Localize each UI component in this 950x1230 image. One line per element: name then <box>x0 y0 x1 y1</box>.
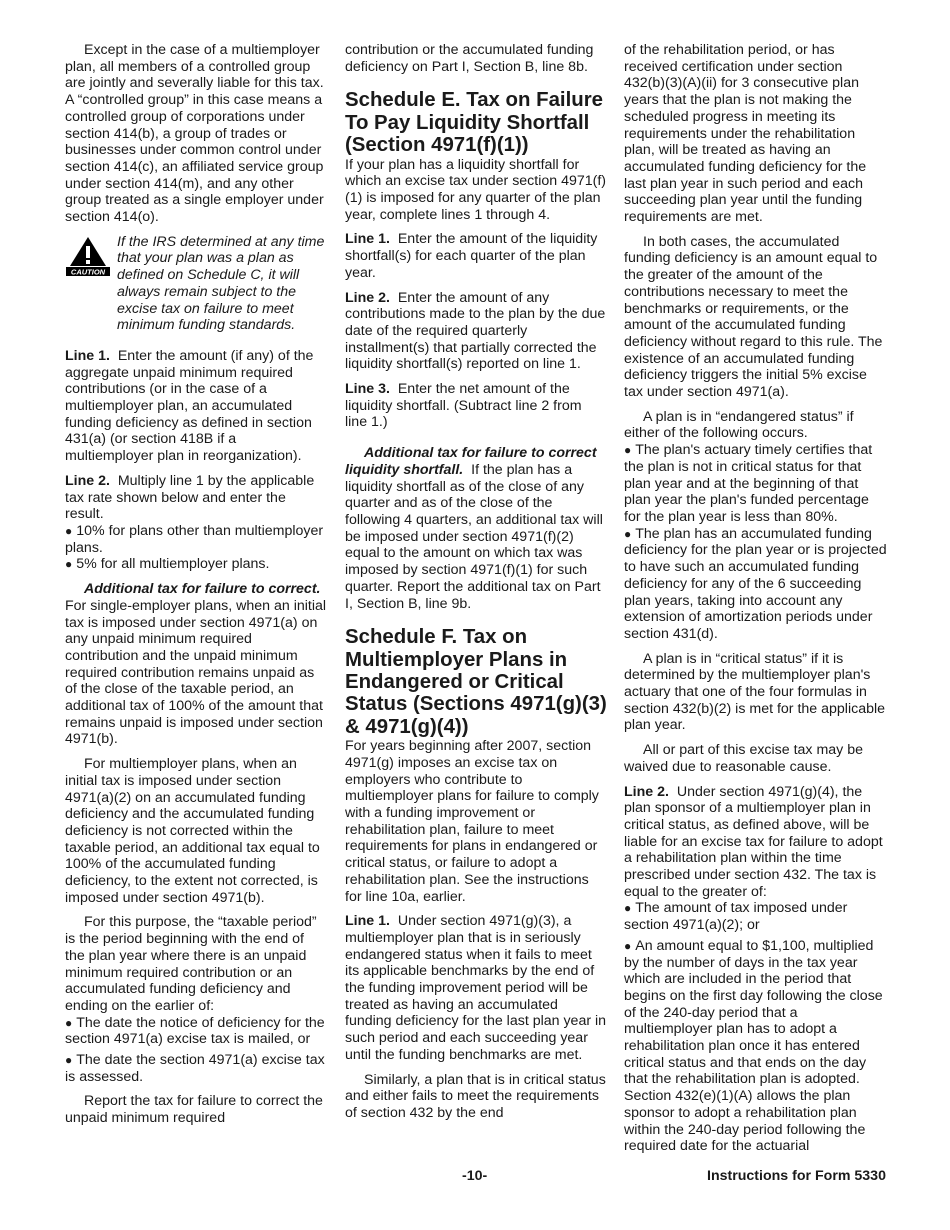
bullet-icon: ● <box>65 1053 73 1068</box>
f-line-1-label: Line 1. <box>345 913 390 930</box>
e-line-2 <box>345 290 607 374</box>
column-1 <box>65 42 327 1135</box>
form-title-footer: Instructions for Form 5330 <box>707 1168 886 1184</box>
f-line-1-text: Under section 4971(g)(3), a multiemployer plan that is in seriously endangered status when it fails to meet its applicable benchmarks by the end of the funding improvement period will be treated as having an accumulated funding deficiency for the last plan year in such period and each succeeding year until the funding benchmarks are met. <box>345 913 607 1063</box>
caution-text: If the IRS determined at any time that your plan was a plan as defined on Schedule C, it will always remain subject to the excise tax on failure to meet minimum funding standards. <box>117 233 325 334</box>
bullet-item <box>624 526 887 643</box>
e-line-1-text: Enter the amount of the liquidity shortfall(s) for each quarter of the plan year. <box>345 231 598 281</box>
bullet-text: The amount of tax imposed under section 4971(a)(2); or <box>624 900 848 934</box>
bullet-icon: ● <box>624 901 632 916</box>
bullet-text: 10% for plans other than multiemployer plans. <box>65 522 324 556</box>
bullet-item <box>65 1052 327 1085</box>
bullet-text: The plan has an accumulated funding deficiency for the plan year or is projected to have such an accumulated funding deficiency for any of the 6 succeeding plan years, taking into account any extension of amortization periods under section 431(d). <box>624 525 887 642</box>
f-line-1 <box>345 913 607 1063</box>
line-1-text: Enter the amount (if any) of the aggregate unpaid minimum required contributions (or in the case of a multiemployer plan, an accumulated funding deficiency as defined in section 431(a) (or section 418B if a multiemployer plan in reorganization). <box>65 347 314 465</box>
e-line-2-label: Line 2. <box>345 289 390 306</box>
caution-note <box>65 234 327 334</box>
column-3 <box>624 42 887 1155</box>
paragraph-both-cases: In both cases, the accumulated funding deficiency is an amount equal to the greater of the amount of the contributions necessary to meet the benchmarks or requirements, or the amount of the accumulated funding deficiency without regard to this rule. The existence of an accumulated funding deficiency triggers the initial 5% excise tax under section 4971(a). <box>624 233 883 401</box>
paragraph-endangered: A plan is in “endangered status” if either of the following occurs. <box>624 408 854 442</box>
bullet-item <box>624 442 887 526</box>
e-line-3-text: Enter the net amount of the liquidity shortfall. (Subtract line 2 from line 1.) <box>345 381 582 431</box>
bullet-item <box>624 900 887 933</box>
page-number: -10- <box>462 1168 488 1184</box>
paragraph-continued: of the rehabilitation period, or has received certification under section 432(b)(3)(A)(ii) for 3 consecutive plan years that the plan is not making the scheduled progress in meeting its requirements under the rehabilitation plan, will be treated as having an accumulated funding deficiency for the last plan year in such period and each succeeding plan year until the funding requirements are met. <box>624 42 867 226</box>
caution-icon <box>65 235 111 277</box>
column-2 <box>345 42 607 1130</box>
bullet-item <box>65 1015 327 1048</box>
f-line-2-text: Under section 4971(g)(4), the plan sponsor of a multiemployer plan in critical status, as defined above, will be liable for an excise tax for failure to adopt a rehabilitation plan within the time prescribed under section 432. The tax is equal to the greater of: <box>624 783 883 900</box>
paragraph-controlled-group: Except in the case of a multiemployer plan, all members of a controlled group are jointly and severally liable for this tax. A “controlled group” in this case means a controlled group of corporations under section 414(b), a group of trades or businesses under common control under section 414(c), an affiliated service group under section 414(m), and any other group treated as a single employer under section 414(o). <box>65 42 324 226</box>
bullet-text: The date the section 4971(a) excise tax is assessed. <box>65 1052 325 1085</box>
line-1-instructions <box>65 348 327 465</box>
paragraph-report: Report the tax for failure to correct the unpaid minimum required <box>65 1093 323 1127</box>
heading-schedule-f: Schedule F. Tax on Multiemployer Plans in Endangered or Critical Status (Sections 4971(g)(3) & 4971(g)(4)) <box>345 626 607 738</box>
line-2-label: Line 2. <box>65 472 110 489</box>
paragraph-multiemployer: For multiemployer plans, when an initial tax is imposed under section 4971(a)(2) on an accumulated funding deficiency and the accumulated funding deficiency is not corrected within the taxable period, an additional tax equal to 100% of the accumulated funding deficiency, to the extent not corrected, is imposed under section 4971(b). <box>65 756 320 906</box>
bullet-text: 5% for all multiemployer plans. <box>76 556 270 573</box>
line-2-text: Multiply line 1 by the applicable tax rate shown below and enter the result. <box>65 472 315 523</box>
paragraph-continued: contribution or the accumulated funding deficiency on Part I, Section B, line 8b. <box>345 42 594 75</box>
bullet-text: The plan's actuary timely certifies that the plan is not in critical status for that plan year and at the beginning of that plan year the plan's funded percentage for the plan year is less than 80%. <box>624 442 873 525</box>
bullet-icon: ● <box>624 443 632 458</box>
paragraph-similarly: Similarly, a plan that is in critical status and either fails to meet the requirements of section 432 by the end <box>345 1071 606 1121</box>
bullet-item <box>624 938 887 1155</box>
paragraph-taxable-period: For this purpose, the “taxable period” is the period beginning with the end of the plan year where there is an unpaid minimum required contribution or an accumulated funding deficiency and ending on the earlier of: <box>65 914 317 1014</box>
additional-tax-paragraph <box>65 581 327 748</box>
additional-tax-label: Additional tax for failure to correct. <box>84 581 321 598</box>
f-line-2-label: Line 2. <box>624 783 669 800</box>
e-line-1-label: Line 1. <box>345 231 390 248</box>
e-line-3 <box>345 381 607 431</box>
line-2-instructions <box>65 473 327 523</box>
caution-badge-label: CAUTION <box>70 267 106 277</box>
e-line-2-text: Enter the amount of any contributions made to the plan by the due date of the required quarterly installment(s) that partially corrected the liquidity shortfall(s) reported on line 1. <box>345 289 606 373</box>
bullet-item <box>65 523 327 556</box>
additional-tax-liquidity-label: Additional tax for failure to correct liquidity shortfall. <box>345 445 597 478</box>
heading-schedule-e: Schedule E. Tax on Failure To Pay Liquidity Shortfall (Section 4971(f)(1)) <box>345 89 603 157</box>
schedule-f-intro: For years beginning after 2007, section 4971(g) imposes an excise tax on employers who contribute to multiemployer plans for failure to comply with a funding improvement or rehabilitation plan, failure to meet requirements for plans in endangered or critical status, or failure to adopt a rehabilitation plan. See the instructions for line 10a, earlier. <box>345 738 599 905</box>
paragraph-waived: All or part of this excise tax may be waived due to reasonable cause. <box>624 742 863 775</box>
bullet-text: An amount equal to $1,100, multiplied by the number of days in the tax year which are included in the period that begins on the first day following the close of the 240-day period that a multiemployer plan has to adopt a rehabilitation plan once it has entered critical status and that ends on the day that the rehabilitation plan is adopted. Section 432(e)(1)(A) allows the plan sponsor to adopt a rehabilitation plan within the 240-day period following the required date for the actuarial <box>624 937 883 1155</box>
bullet-icon: ● <box>624 526 632 541</box>
bullet-text: The date the notice of deficiency for the section 4971(a) excise tax is mailed, or <box>65 1014 325 1048</box>
additional-tax-text: For single-employer plans, when an initial tax is imposed under section 4971(a) on any unpaid minimum required contribution and the unpaid minimum required contribution remains unpaid as of the close of the taxable period, an additional tax of 100% of the amount that remains unpaid is imposed under section 4971(b). <box>65 597 327 748</box>
bullet-item <box>65 556 327 573</box>
e-line-1 <box>345 231 607 281</box>
bullet-icon: ● <box>65 1015 73 1030</box>
bullet-icon: ● <box>65 557 73 572</box>
paragraph-critical: A plan is in “critical status” if it is determined by the multiemployer plan's actuary that one of the four formulas in section 432(b)(2) is met for the applicable plan year. <box>624 650 886 734</box>
bullet-icon: ● <box>65 523 73 538</box>
additional-tax-liquidity-text: If the plan has a liquidity shortfall as of the close of any quarter and as of the close of the following 4 quarters, an additional tax will be imposed under section 4971(f)(2) equal to the amount on which tax was imposed by section 4971(f)(1) for such quarter. Report the additional tax on Part I, Section B, line 9b. <box>345 461 603 612</box>
e-line-3-label: Line 3. <box>345 381 390 398</box>
line-1-label: Line 1. <box>65 347 110 364</box>
schedule-e-intro: If your plan has a liquidity shortfall for which an excise tax under section 4971(f)(1) is imposed for any quarter of the plan year, complete lines 1 through 4. <box>345 156 607 223</box>
f-line-2 <box>624 784 887 901</box>
additional-tax-liquidity <box>345 445 607 612</box>
bullet-icon: ● <box>624 938 632 953</box>
